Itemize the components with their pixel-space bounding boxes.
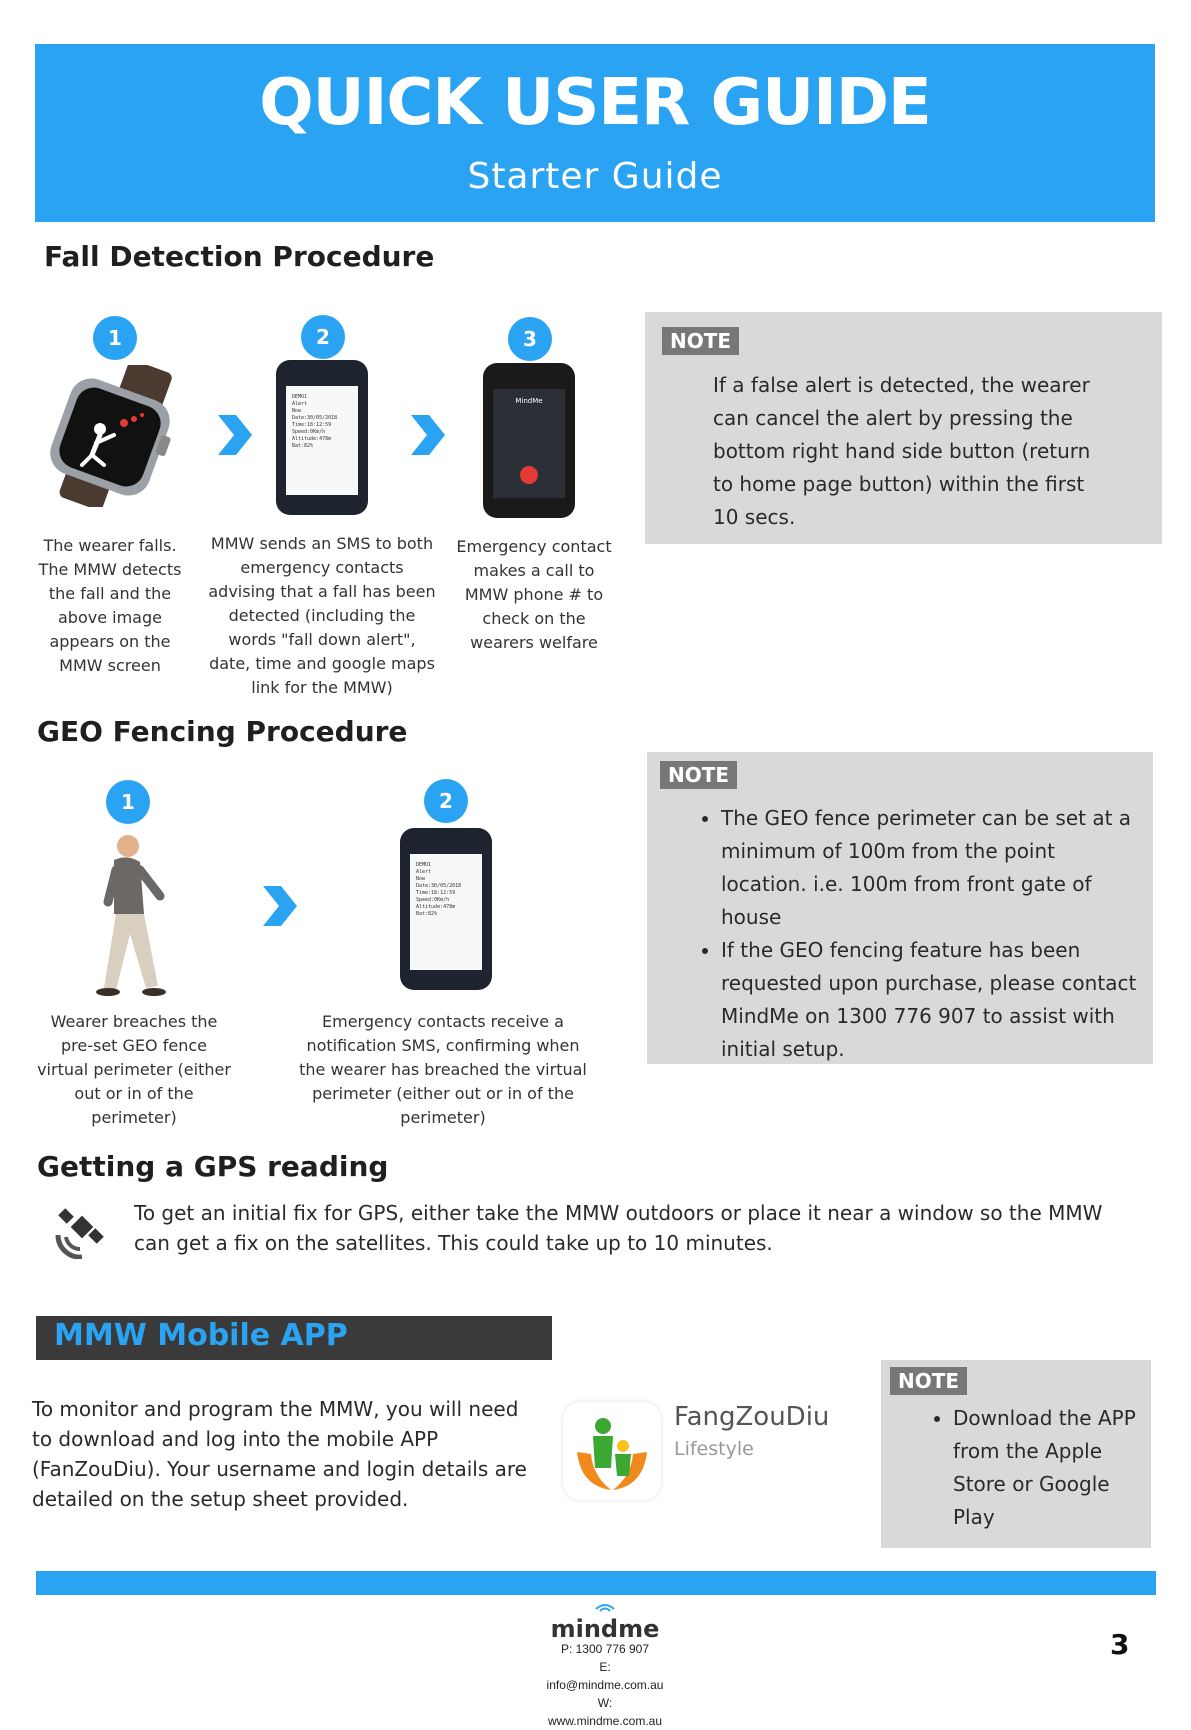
note-label: NOTE [660, 761, 737, 789]
app-logo-sub: Lifestyle [674, 1438, 754, 1460]
fall-note-box [645, 312, 1162, 544]
sms-message: DEMO1 Alert Now Date:30/05/2018 Time:18:12:59 Speed:0Km/h Altitude:478m Bat:82% [292, 394, 338, 449]
fall-step-2-caption: MMW sends an SMS to both emergency contacts advising that a fall has been detected (including the words "fall down alert", date, time and google maps link for the MMW) [208, 534, 436, 697]
list-item: • The GEO fence perimeter can be set at a minimum of 100m from the point location. i.e. 100m from front gate of house [721, 802, 1141, 934]
chevron-right-icon [405, 415, 445, 455]
smartwatch-image [44, 365, 184, 507]
page-subtitle: Starter Guide [467, 156, 723, 197]
gps-text: To get an initial fix for GPS, either take the MMW outdoors or place it near a window so the MMW can get a fix on the satellites. This could take up to 10 minutes. [134, 1201, 1103, 1255]
page-title: QUICK USER GUIDE [259, 66, 931, 140]
footer-web: W: www.mindme.com.au [547, 1696, 663, 1728]
geo-note-box [647, 752, 1153, 1064]
caller-name: MindMe [515, 397, 543, 405]
geo-section-title: GEO Fencing Procedure [37, 715, 408, 748]
fall-section-title: Fall Detection Procedure [44, 240, 435, 273]
header-banner [35, 44, 1155, 222]
geo-step-2-badge: 2 [424, 779, 468, 823]
satellite-icon [52, 1205, 108, 1259]
footer-contact [540, 1600, 670, 1730]
fall-step-2-badge: 2 [301, 315, 345, 359]
family-hands-icon [563, 1402, 661, 1500]
fall-step-3-badge: 3 [508, 317, 552, 361]
fall-step-1-badge: 1 [93, 316, 137, 360]
gps-section-title: Getting a GPS reading [37, 1150, 389, 1183]
page-number: 3 [1110, 1628, 1130, 1661]
wifi-icon [594, 1601, 616, 1613]
footer-phone: P: 1300 776 907 [560, 1642, 650, 1656]
list-item: • Download the APP from the Apple Store or Google Play [953, 1402, 1153, 1534]
geo-sms-phone-image [400, 828, 492, 990]
app-note-list [931, 1402, 1153, 1534]
list-item: • If the GEO fencing feature has been requested upon purchase, please contact MindMe on 1300 776 907 to assist with initial setup. [721, 934, 1141, 1066]
chevron-right-icon [212, 415, 252, 455]
app-text: To monitor and program the MMW, you will need to download and log into the mobile APP (FanZouDiu). Your username and login details are detailed on the setup sheet provided. [32, 1397, 527, 1511]
fall-step-3-caption: Emergency contact makes a call to MMW phone # to check on the wearers welfare [456, 537, 612, 652]
chevron-right-icon [257, 886, 297, 926]
app-section-bar [36, 1316, 552, 1360]
app-logo-name: FangZouDiu [674, 1402, 830, 1432]
note-label: NOTE [890, 1367, 967, 1395]
footer-bar [36, 1571, 1156, 1595]
geo-step-1-badge: 1 [106, 780, 150, 824]
call-phone-image [483, 363, 575, 518]
geo-step-1-caption: Wearer breaches the pre-set GEO fence virtual perimeter (either out or in of the perimeter) [37, 1012, 231, 1127]
footer-email: E: info@mindme.com.au [546, 1660, 664, 1692]
fall-step-1-caption: The wearer falls. The MMW detects the fall and the above image appears on the MMW screen [38, 536, 182, 675]
footer-brand: mindme [550, 1615, 660, 1643]
fall-note-text: If a false alert is detected, the wearer can cancel the alert by pressing the bottom right hand side button (return to home page button) within the first 10 secs. [713, 373, 1091, 529]
app-note-box [881, 1360, 1151, 1548]
geo-sms-message: DEMO1 Alert Now Date:30/05/2018 Time:18:12:59 Speed:0Km/h Altitude:478m Bat:82% [416, 862, 462, 917]
sms-phone-image [276, 360, 368, 515]
app-logo-image [563, 1402, 661, 1500]
app-section-title: MMW Mobile APP [54, 1318, 348, 1353]
note-label: NOTE [662, 327, 739, 355]
hang-up-icon [520, 466, 538, 484]
geo-step-2-caption: Emergency contacts receive a notification SMS, confirming when the wearer has breached the virtual perimeter (either out or in of the perimeter) [299, 1012, 587, 1127]
walking-man-image [80, 830, 180, 1000]
geo-note-list [699, 802, 1141, 1066]
